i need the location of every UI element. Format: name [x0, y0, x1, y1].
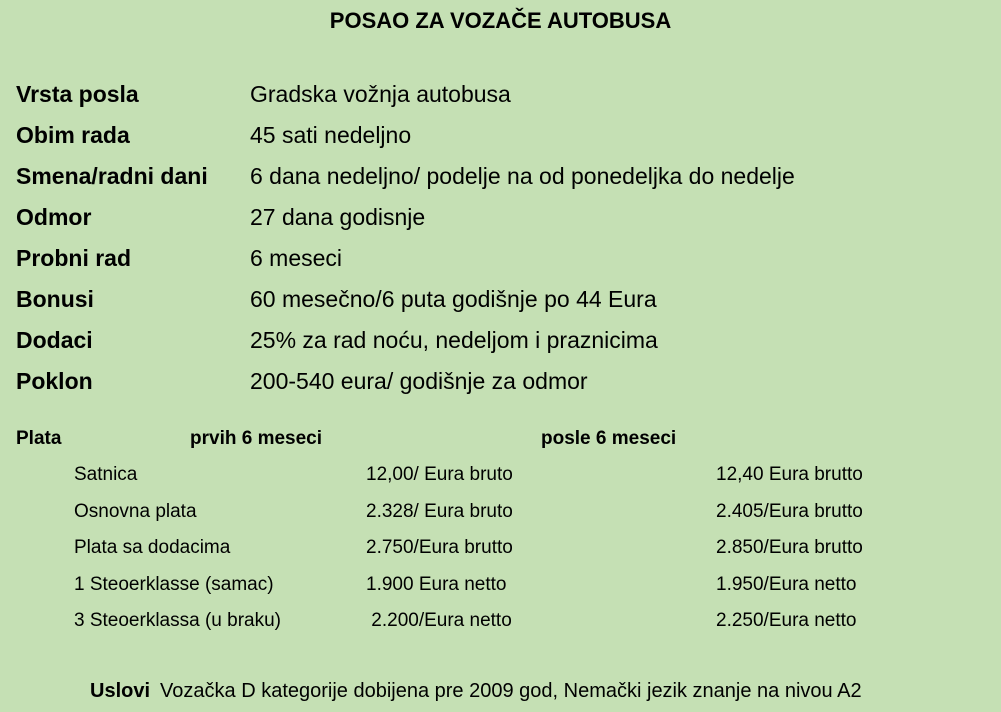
pay-after-value: 2.405/Eura brutto: [716, 500, 863, 522]
pay-row-hourly: [0, 460, 1001, 497]
requirements-label: Uslovi: [90, 680, 151, 702]
pay-first-value: 12,00/ Eura bruto: [366, 464, 513, 485]
detail-value: 27 dana godisnje: [250, 204, 426, 230]
detail-value: 200-540 eura/ godišnje za odmor: [250, 368, 588, 394]
pay-first-value: 2.750/Eura brutto: [366, 537, 513, 558]
detail-row-bonuses: [16, 279, 795, 320]
detail-label: Vrsta posla: [16, 81, 139, 107]
detail-row-job-type: [16, 74, 795, 115]
detail-label: Probni rad: [16, 245, 132, 271]
pay-first-value: 1.900 Eura netto: [366, 573, 507, 595]
pay-table-header: [0, 428, 1001, 454]
pay-row-label: Osnovna plata: [74, 500, 197, 522]
detail-row-shifts: [16, 156, 795, 197]
pay-header-after-period: posle 6 meseci: [541, 428, 677, 449]
pay-row-label: Plata sa dodacima: [74, 537, 231, 558]
page-title: POSAO ZA VOZAČE AUTOBUSA: [329, 8, 672, 33]
detail-row-gift: [16, 361, 795, 402]
pay-row-label: 1 Steoerklasse (samac): [74, 573, 274, 595]
detail-row-workload: [16, 115, 795, 156]
detail-label: Obim rada: [16, 122, 130, 148]
pay-after-value: 12,40 Eura brutto: [716, 464, 863, 485]
detail-row-allowances: [16, 320, 795, 361]
detail-value: 45 sati nedeljno: [250, 122, 412, 148]
pay-row-label: Satnica: [74, 464, 138, 485]
detail-value: Gradska vožnja autobusa: [250, 81, 511, 107]
requirements-text: Vozačka D kategorije dobijena pre 2009 god, Nemački jezik znanje na nivou A2: [160, 680, 862, 702]
pay-row-tax-class-3: [0, 606, 1001, 643]
detail-label: Bonusi: [16, 286, 94, 312]
detail-row-probation: [16, 238, 795, 279]
requirements-footer: [90, 680, 862, 703]
pay-after-value: 2.250/Eura netto: [716, 610, 857, 631]
job-details-table: [16, 74, 795, 402]
detail-label: Dodaci: [16, 327, 93, 353]
pay-row-tax-class-1: [0, 570, 1001, 607]
detail-value: 60 mesečno/6 puta godišnje po 44 Eura: [250, 286, 657, 312]
pay-header-label: Plata: [16, 428, 62, 449]
detail-value: 25% za rad noću, nedeljom i praznicima: [250, 327, 658, 353]
pay-first-value: 2.200/Eura netto: [366, 610, 512, 631]
detail-value: 6 meseci: [250, 245, 343, 271]
pay-row-base: [0, 497, 1001, 534]
detail-label: Smena/radni dani: [16, 163, 208, 189]
detail-label: Odmor: [16, 204, 92, 230]
pay-row-with-allowances: [0, 533, 1001, 570]
pay-row-label: 3 Steoerklassa (u braku): [74, 610, 281, 631]
pay-after-value: 1.950/Eura netto: [716, 573, 857, 595]
pay-table: [0, 460, 1001, 643]
pay-first-value: 2.328/ Eura bruto: [366, 500, 513, 522]
pay-header-first-period: prvih 6 meseci: [190, 428, 323, 449]
detail-row-vacation: [16, 197, 795, 238]
detail-label: Poklon: [16, 368, 93, 394]
pay-after-value: 2.850/Eura brutto: [716, 537, 863, 558]
detail-value: 6 dana nedeljno/ podelje na od ponedeljka do nedelje: [250, 163, 795, 189]
